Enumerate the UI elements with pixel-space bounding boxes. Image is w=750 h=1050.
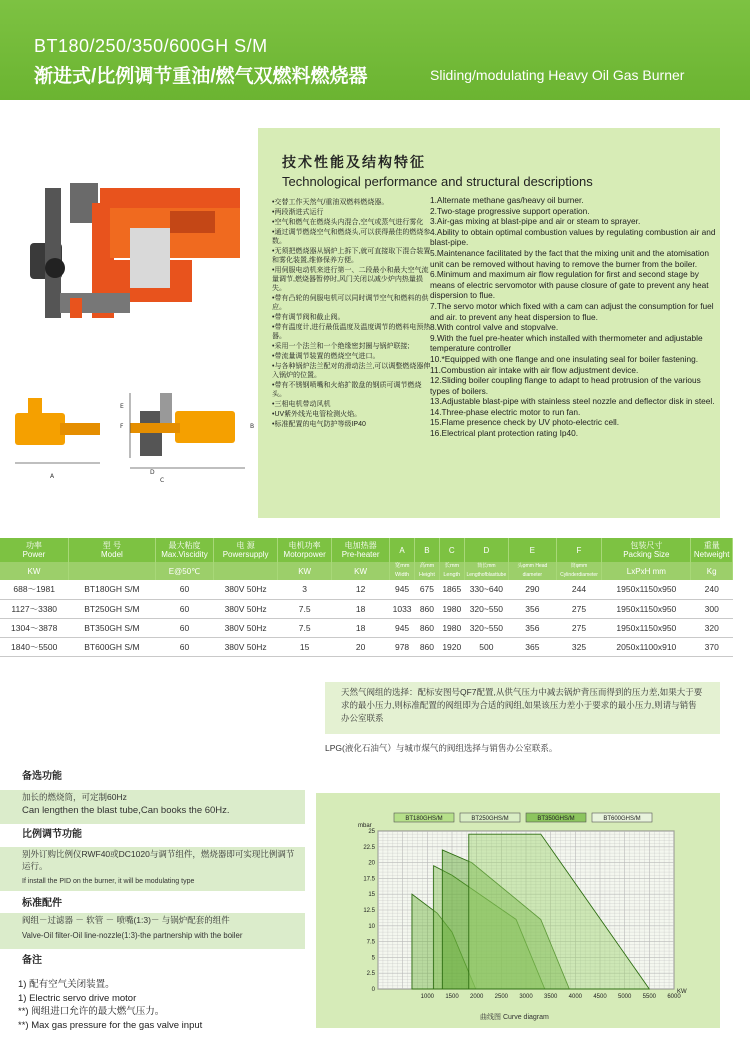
- table-cell: BT250GH S/M: [68, 599, 155, 618]
- options-en: Can lengthen the blast tube,Can books the 60Hz.: [22, 804, 230, 816]
- table-cell: 945: [390, 580, 415, 599]
- spec-bullets-cn: [272, 198, 432, 430]
- y-tick-label: 5: [371, 955, 375, 962]
- th-unit-model: [68, 562, 155, 580]
- spec-heading-en: Technological performance and structural descriptions: [282, 174, 593, 189]
- remark1-cn: 1) 配有空气关闭装置。: [18, 979, 115, 990]
- th-e-sub: 头φmm Head diameter: [509, 562, 557, 580]
- legend-label: BT180GHS/M: [405, 816, 443, 822]
- remarks-list: [18, 978, 202, 1032]
- table-cell: 860: [415, 599, 440, 618]
- spec-item-en: 14.Three-phase electric motor to run fan.: [430, 406, 581, 417]
- table-cell: 320~550: [464, 599, 508, 618]
- dim-f-label: F: [120, 423, 124, 430]
- th-motor: 电机功率 Motorpower: [278, 538, 332, 562]
- table-cell: 1840～5500: [0, 637, 68, 656]
- x-tick-label: 4500: [593, 994, 607, 1000]
- spec-bullet-cn: • 带流量调节装置的燃烧空气进口。: [272, 352, 432, 361]
- x-tick-label: 3500: [543, 994, 558, 1000]
- options-cn: 加长的燃烧筒，可定制60Hz: [22, 792, 127, 802]
- table-cell: 688～1981: [0, 580, 68, 599]
- table-cell: 290: [509, 580, 557, 599]
- product-image-area: [0, 128, 258, 518]
- th-model: 型 号 Model: [68, 538, 155, 562]
- table-cell: 1033: [390, 599, 415, 618]
- table-cell: 500: [464, 637, 508, 656]
- valve-note: 天然气阀组的选择：配标安图号QF7配置,从供气压力中减去锅炉背压而得到的压力差,如果大于要求的最小压力,则标准配置的阀组即为合适的阀组,如果该压力差小于要求的最小压力,则请与销售办公室联系: [325, 682, 720, 734]
- table-row: [0, 580, 733, 599]
- y-tick-label: 25: [368, 829, 375, 835]
- x-tick-label: 2500: [494, 994, 509, 1000]
- table-cell: 330~640: [464, 580, 508, 599]
- y-tick-label: 15: [368, 892, 375, 899]
- table-cell: 380V 50Hz: [213, 580, 277, 599]
- x-tick-label: 3000: [519, 994, 533, 1000]
- table-cell: 380V 50Hz: [213, 637, 277, 656]
- th-b-sub: 高mm Height: [415, 562, 440, 580]
- spec-heading-cn: 技术性能及结构特征: [282, 154, 426, 170]
- spec-item-en: 7.The servo motor which fixed with a cam can adjust the consumption for fuel and air. to prevent any heat dispersion to flue.: [430, 300, 714, 322]
- th-d-sub: 筒长mm Lengthofblasttube: [464, 562, 508, 580]
- th-unit-visc: E@50℃: [155, 562, 213, 580]
- th-heater: 电加热器 Pre-heater: [332, 538, 390, 562]
- table-cell: 1950x1150x950: [602, 580, 691, 599]
- th-a: A: [390, 538, 415, 562]
- lpg-note: LPG(液化石油气）与城市煤气的阀组选择与销售办公室联系。: [325, 743, 558, 753]
- standard-cn: 阀组－过滤器 － 软管 － 喷嘴(1:3)－ 与锅炉配套的组件: [22, 915, 230, 925]
- spec-bullet-cn: • 用伺服电动机来进行第一、二段最小和最大空气流量调节,燃烧器暂停时,风门关闭以减少炉内热量损失。: [272, 266, 432, 293]
- table-cell: 60: [155, 599, 213, 618]
- table-cell: 7.5: [278, 599, 332, 618]
- y-axis-label: mbar: [358, 823, 372, 829]
- dim-c-label: C: [160, 477, 165, 484]
- spec-item-en: 2.Two-stage progressive support operation.: [430, 205, 590, 216]
- modulation-cn: 别外订购比例仪RWF40或DC1020与调节组件，燃烧器即可实现比例调节运行。: [22, 849, 295, 871]
- table-cell: 15: [278, 637, 332, 656]
- spec-panel: [258, 128, 720, 518]
- table-cell: BT350GH S/M: [68, 618, 155, 637]
- legend-label: BT600GHS/M: [603, 816, 641, 822]
- standard-body: [0, 913, 305, 949]
- x-tick-label: 1000: [420, 994, 435, 1000]
- table-cell: BT600GH S/M: [68, 637, 155, 656]
- th-f-sub: 筒φmm Cylinderdiameter: [556, 562, 602, 580]
- dim-b-label: B: [250, 423, 255, 430]
- options-title: 备选功能: [22, 771, 62, 782]
- spec-bullet-cn: • UV紫外线光电管检测火焰。: [272, 410, 432, 419]
- table-cell: 1920: [439, 637, 464, 656]
- spec-item-en: 12.Sliding boiler coupling flange to adapt to head protrusion of the various types of boilers.: [430, 375, 701, 396]
- y-tick-label: 2.5: [366, 971, 375, 978]
- modulation-en: If install the PID on the burner, it will be modulating type: [22, 878, 195, 885]
- table-cell: 1127～3380: [0, 599, 68, 618]
- table-cell: 1865: [439, 580, 464, 599]
- model-title: BT180/250/350/600GH S/M: [34, 36, 268, 56]
- y-tick-label: 22.5: [363, 844, 375, 851]
- dim-e-label: E: [120, 403, 124, 410]
- spec-item-en: 13.Adjustable blast-pipe with stainless steel nozzle and deflector disk in steel.: [430, 396, 715, 407]
- th-power: 功率 Power: [0, 538, 68, 562]
- y-tick-label: 17.5: [363, 876, 375, 883]
- header-banner: [0, 0, 750, 100]
- th-e: E: [509, 538, 557, 562]
- table-cell: 320~550: [464, 618, 508, 637]
- table-cell: 945: [390, 618, 415, 637]
- th-unit-motor: KW: [278, 562, 332, 580]
- spec-bullet-cn: • 带有温度计,进行最低温度及温度调节的燃料电预热器。: [272, 323, 432, 341]
- remarks-title: 备注: [22, 955, 42, 966]
- burner-photo: [30, 183, 240, 318]
- th-pack: 包装尺寸 Packing Size: [602, 538, 691, 562]
- standard-title: 标准配件: [22, 898, 62, 909]
- table-cell: 380V 50Hz: [213, 599, 277, 618]
- spec-bullet-cn: • 采用一个法兰和一个绝缘密封圈与锅炉联接;: [272, 342, 432, 351]
- table-cell: 860: [415, 637, 440, 656]
- table-cell: 18: [332, 599, 390, 618]
- th-supply: 电 源 Powersupply: [213, 538, 277, 562]
- modulation-title: 比例调节功能: [22, 829, 82, 840]
- table-cell: 860: [415, 618, 440, 637]
- table-cell: 1980: [439, 618, 464, 637]
- x-tick-label: 2000: [469, 994, 484, 1000]
- burner-illustration: [0, 128, 258, 518]
- table-cell: 275: [556, 618, 602, 637]
- th-c-sub: 长mm Length: [439, 562, 464, 580]
- table-cell: 60: [155, 637, 213, 656]
- table-cell: 60: [155, 580, 213, 599]
- legend-label: BT250GHS/M: [471, 816, 509, 822]
- y-tick-label: 0: [371, 987, 375, 993]
- table-cell: 370: [691, 637, 733, 656]
- table-cell: 365: [509, 637, 557, 656]
- legend-label: BT350GHS/M: [537, 816, 575, 822]
- table-cell: 356: [509, 618, 557, 637]
- table-cell: 2050x1100x910: [602, 637, 691, 656]
- x-tick-label: 1500: [445, 994, 459, 1000]
- table-cell: 320: [691, 618, 733, 637]
- y-tick-label: 12.5: [363, 908, 375, 914]
- spec-bullet-cn: • 空气和燃气在燃烧头内混合,空气或蒸气进行雾化: [272, 218, 432, 227]
- y-tick-label: 7.5: [366, 939, 375, 946]
- modulation-body: [0, 847, 305, 891]
- table-cell: 300: [691, 599, 733, 618]
- table-cell: 244: [556, 580, 602, 599]
- table-cell: 1950x1150x950: [602, 599, 691, 618]
- table-cell: 356: [509, 599, 557, 618]
- spec-bullet-cn: • 带有凸轮的伺服电机可以同时调节空气和燃料的供应。: [272, 294, 432, 312]
- dim-d-label: D: [150, 469, 155, 476]
- dim-a-label: A: [50, 473, 55, 480]
- curve-chart-panel: [316, 793, 720, 1028]
- th-unit-pack: LxPxH mm: [602, 562, 691, 580]
- th-unit-heater: KW: [332, 562, 390, 580]
- table-cell: 240: [691, 580, 733, 599]
- curve-chart: [316, 793, 720, 1008]
- th-a-sub: 宽mm Width: [390, 562, 415, 580]
- x-tick-label: 5500: [642, 994, 657, 1000]
- spec-item-en: 5.Maintenance facilitated by the fact that the mixing unit and the atomisation unit can be removed without having to remove the burner from the boiler.: [430, 247, 710, 269]
- x-tick-label: 5000: [617, 994, 632, 1000]
- spec-bullet-cn: • 两段渐进式运行: [272, 208, 432, 217]
- table-row: [0, 618, 733, 637]
- table-cell: 1950x1150x950: [602, 618, 691, 637]
- spec-item-en: 3.Air-gas mixing at blast-pipe and air or steam to sprayer.: [430, 216, 641, 227]
- spec-table-body: [0, 580, 733, 656]
- spec-item-en: 9.With the fuel pre-heater which installed with thermometer and adjustable temperature controller: [430, 332, 703, 354]
- remark1-en: 1) Electric servo drive motor: [18, 992, 137, 1004]
- table-cell: 325: [556, 637, 602, 656]
- spec-item-en: 15.Flame presence check by UV photo-electric cell.: [430, 417, 620, 428]
- spec-list-en: [430, 195, 718, 439]
- spec-bullet-cn: • 带有调节阀和截止阀。: [272, 313, 432, 322]
- spec-table: [0, 538, 733, 657]
- spec-bullet-cn: • 标准配置的电气防护等级IP40: [272, 420, 432, 429]
- table-cell: 18: [332, 618, 390, 637]
- th-unit-weight: Kg: [691, 562, 733, 580]
- th-visc: 最大粘度 Max.Viscidity: [155, 538, 213, 562]
- th-unit-kw: KW: [0, 562, 68, 580]
- th-f: F: [556, 538, 602, 562]
- spec-bullet-cn: • 通过调节燃烧空气和燃烧头,可以获得最佳的燃烧参数。: [272, 228, 432, 246]
- th-weight: 重量 Netweight: [691, 538, 733, 562]
- chart-caption: 曲线图 Curve diagram: [480, 1014, 549, 1021]
- remark2-cn: **) 阀组进口允许的最大燃气压力。: [18, 1006, 165, 1017]
- standard-en: Valve-Oil filter-Oil line-nozzle(1:3)-the partnership with the boiler: [22, 930, 243, 940]
- spec-item-en: 10.*Equipped with one flange and one insulating seal for boiler fastening.: [430, 353, 698, 364]
- table-cell: 20: [332, 637, 390, 656]
- x-tick-label: 4000: [568, 994, 583, 1000]
- table-row: [0, 599, 733, 618]
- spec-item-en: 1.Alternate methane gas/heavy oil burner.: [430, 195, 584, 205]
- y-tick-label: 20: [368, 860, 375, 867]
- table-cell: 12: [332, 580, 390, 599]
- table-cell: BT180GH S/M: [68, 580, 155, 599]
- table-cell: 978: [390, 637, 415, 656]
- spec-bullet-cn: • 与各种锅炉法兰配对的滑动法兰,可以调整燃烧器伸入锅炉的位置。: [272, 362, 432, 380]
- x-tick-label: 6000: [667, 994, 681, 1000]
- spec-item-en: 11.Combustion air intake with air flow adjustment device.: [430, 364, 639, 375]
- table-cell: 275: [556, 599, 602, 618]
- x-axis-label: KW: [677, 989, 687, 995]
- table-cell: 1980: [439, 599, 464, 618]
- th-b: B: [415, 538, 440, 562]
- title-en: Sliding/modulating Heavy Oil Gas Burner: [430, 67, 685, 83]
- spec-bullet-cn: • 带有不锈钢喷嘴和火焰扩散盘的钢质可调节燃烧头。: [272, 381, 432, 399]
- spec-bullet-cn: • 无须把燃烧器从锅炉上拆下,就可直接取下混合装置和雾化装置,维修保养方便。: [272, 247, 432, 265]
- th-unit-supply: [213, 562, 277, 580]
- spec-item-en: 6.Minimum and maximum air flow regulation for first and second stage by means of electric servomotor with pause closure of gate to prevent any heat dispersion to flue.: [430, 269, 709, 301]
- th-c: C: [439, 538, 464, 562]
- table-cell: 380V 50Hz: [213, 618, 277, 637]
- table-cell: 1304～3878: [0, 618, 68, 637]
- options-body: [0, 790, 305, 824]
- spec-item-en: 16.Electrical plant protection rating Ip40.: [430, 428, 579, 439]
- th-d: D: [464, 538, 508, 562]
- spec-bullet-cn: • 交替工作天然气/重油双燃料燃烧器。: [272, 198, 432, 207]
- table-cell: 3: [278, 580, 332, 599]
- dimension-drawing: [15, 393, 245, 468]
- table-cell: 60: [155, 618, 213, 637]
- title-cn: 渐进式/比例调节重油/燃气双燃料燃烧器: [34, 66, 368, 87]
- table-cell: 7.5: [278, 618, 332, 637]
- spec-item-en: 4.Ability to obtain optimal combustion values by regulating combustion air and blast-pipe.: [430, 226, 716, 248]
- table-cell: 675: [415, 580, 440, 599]
- remark2-en: **) Max gas pressure for the gas valve input: [18, 1019, 203, 1031]
- spec-bullet-cn: • 三相电机带动风机: [272, 400, 432, 409]
- y-tick-label: 10: [368, 923, 375, 930]
- spec-item-en: 8.With control valve and stopvalve.: [430, 322, 559, 333]
- table-row: [0, 637, 733, 656]
